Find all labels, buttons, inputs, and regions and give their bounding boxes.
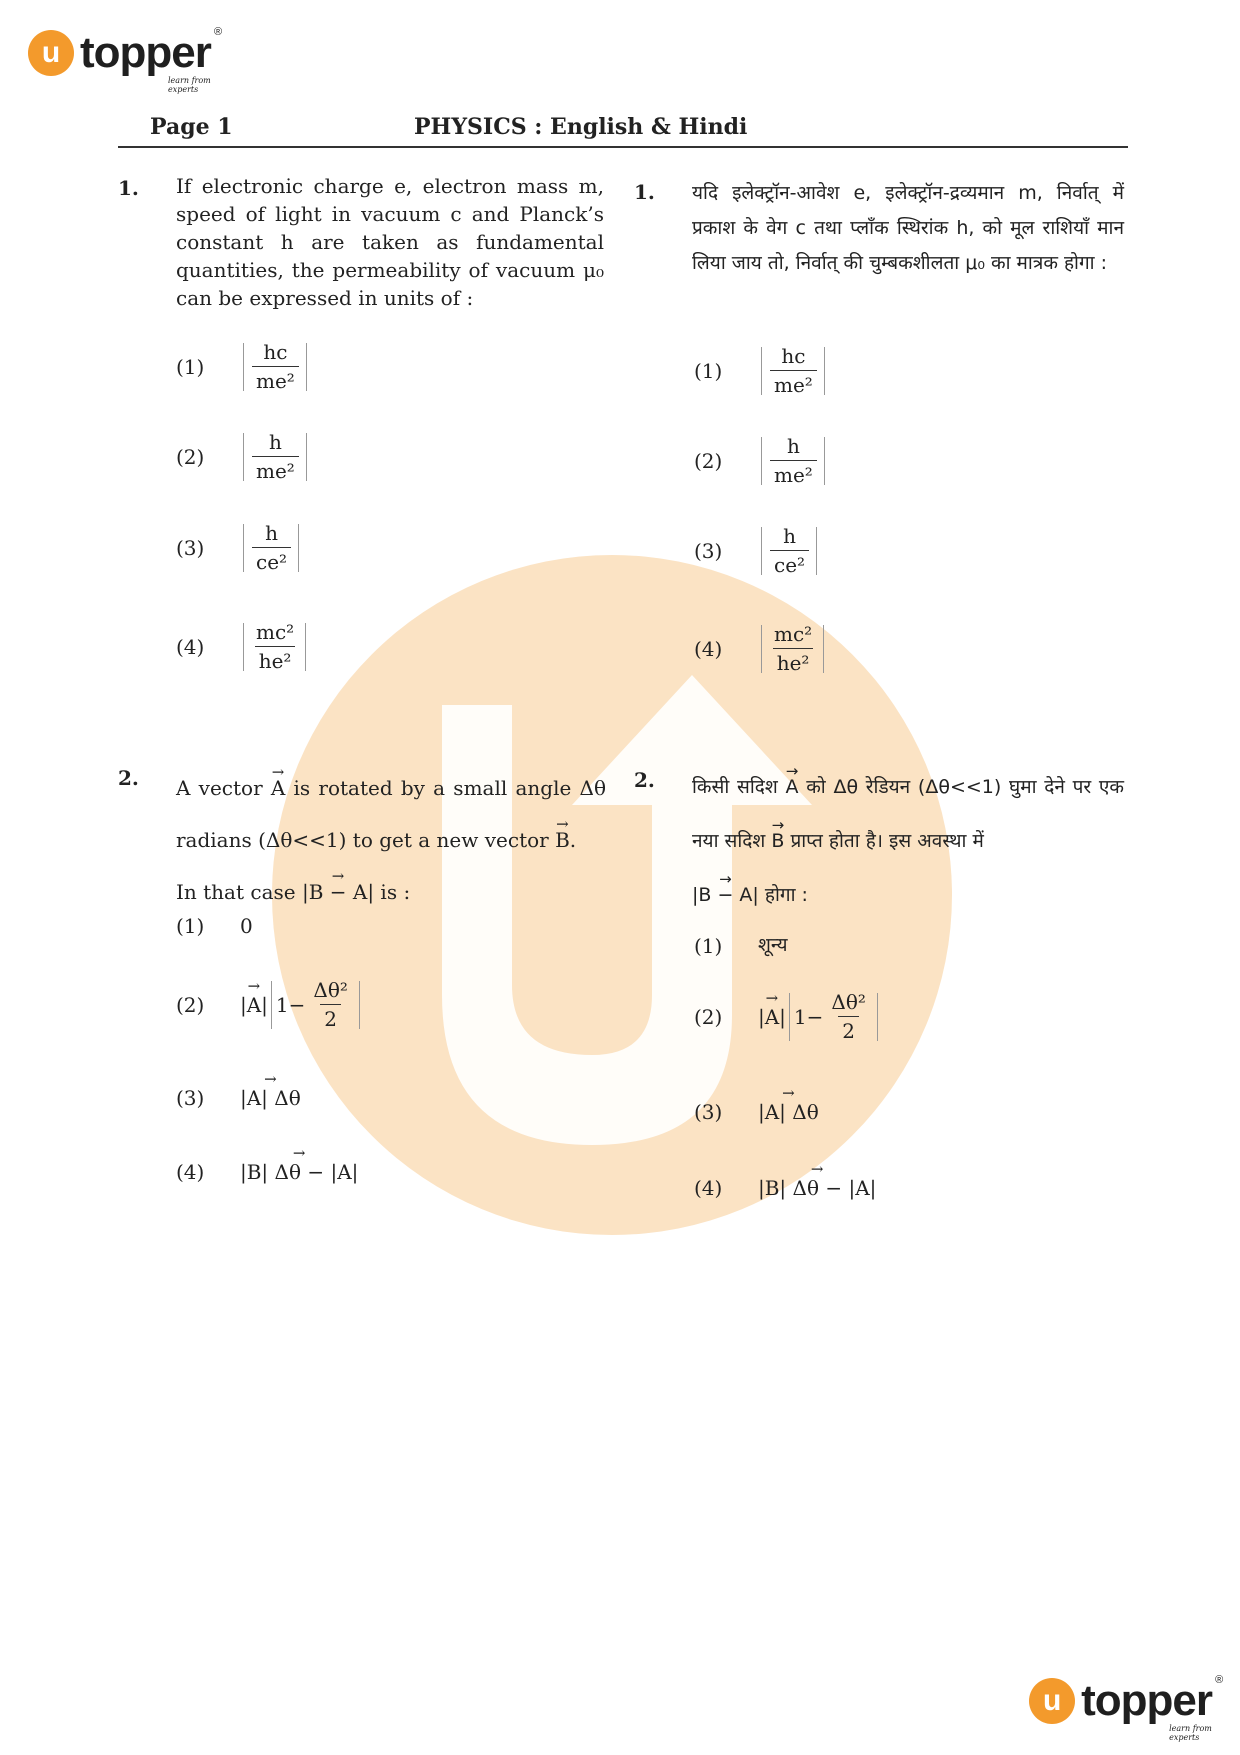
option-1[interactable]: (1) 0 (176, 914, 253, 938)
brand-name: topper (1081, 1676, 1212, 1725)
option-1[interactable]: (1) $\frac{hc}{\text{me²}}$ (176, 340, 311, 393)
fraction: $\frac{\text{mc²}}{\text{he²}}$ (774, 622, 813, 675)
vector-b: → B (555, 814, 570, 866)
option-3-hi[interactable]: (3) $\frac{h}{\text{ce²}}$ (694, 524, 821, 577)
brand-tagline: learn from experts (1169, 1724, 1212, 1742)
page-number: Page 1 (150, 114, 233, 140)
option-2[interactable]: (2) $\frac{h}{\text{me²}}$ (176, 430, 311, 483)
brand-tagline: learn from experts (168, 76, 211, 94)
topper-u-icon: u (28, 30, 74, 76)
question-2-text-en: A vector → A is rotated by a small angle Δθ radians (Δθ<<1) to get a new vector → B. In that case → |B − A| is : (176, 762, 606, 918)
option-4[interactable]: (4) → |B| Δθ − |A| (176, 1160, 358, 1184)
option-1-hi[interactable]: (1) शून्य (694, 933, 788, 958)
vector-difference: → |B − A| (302, 866, 374, 918)
option-3-hi[interactable]: (3) → |A| Δθ (694, 1100, 819, 1124)
question-number: 2. (118, 766, 139, 790)
option-4[interactable]: (4) $\frac{\text{mc²}}{\text{he²}}$ (176, 620, 310, 673)
registered-mark: ® (214, 26, 223, 38)
question-number: 1. (634, 180, 655, 204)
question-number: 2. (634, 768, 655, 792)
fraction: $\frac{h}{\text{me²}}$ (766, 434, 821, 487)
fraction: $\frac{hc}{\text{me²}}$ (766, 344, 821, 397)
fraction: $\frac{\text{Δθ²}}{2}$ (313, 978, 348, 1031)
option-4-hi[interactable]: (4) $\frac{\text{mc²}}{\text{he²}}$ (694, 622, 828, 675)
fraction: $\frac{h}{\text{ce²}}$ (248, 521, 295, 574)
question-number: 1. (118, 176, 139, 200)
option-4-hi[interactable]: (4) → |B| Δθ − |A| (694, 1176, 876, 1200)
registered-mark: ® (1215, 1674, 1224, 1686)
vector-a: → A (271, 762, 285, 814)
question-2-text-hi: किसी सदिश → A को Δθ रेडियन (Δθ<<1) घुमा देने पर एक नया सदिश → B प्राप्त होता है। इस अवस्था में → |B − A| होगा : (692, 760, 1124, 922)
question-1-text-hi: यदि इलेक्ट्रॉन-आवेश e, इलेक्ट्रॉन-द्रव्यमान m, निर्वात् में प्रकाश के वेग c तथा प्लाँक स्थिरांक h, को मूल राशियाँ मान लिया जाय तो, निर्वात् की चुम्बकशीलता μ₀ का मात्रक होगा : (692, 182, 1124, 274)
fraction: $\frac{\text{mc²}}{\text{he²}}$ (256, 620, 295, 673)
fraction: $\frac{\text{Δθ²}}{2}$ (831, 990, 866, 1043)
topper-u-icon: u (1029, 1678, 1075, 1724)
question-1-text-en: If electronic charge e, electron mass m, speed of light in vacuum c and Planck’s constant h are taken as fundamental quantities, the permeability of vacuum μ₀ can be expressed in units of : (176, 174, 604, 310)
brand-name: topper (80, 28, 211, 77)
fraction: $\frac{hc}{\text{me²}}$ (248, 340, 303, 393)
page-title: PHYSICS : English & Hindi (414, 114, 748, 140)
option-3[interactable]: (3) $\frac{h}{\text{ce²}}$ (176, 521, 303, 574)
option-2-hi[interactable]: (2) $\frac{h}{\text{me²}}$ (694, 434, 829, 487)
option-1-hi[interactable]: (1) $\frac{hc}{\text{me²}}$ (694, 344, 829, 397)
option-2[interactable]: (2) → |A| 1− $\frac{\text{Δθ²}}{2}$ (176, 978, 364, 1031)
option-3[interactable]: (3) → |A| Δθ (176, 1086, 301, 1110)
fraction: $\frac{h}{\text{ce²}}$ (766, 524, 813, 577)
fraction: $\frac{h}{\text{me²}}$ (248, 430, 303, 483)
option-2-hi[interactable]: (2) → |A| 1− $\frac{\text{Δθ²}}{2}$ (694, 990, 882, 1043)
